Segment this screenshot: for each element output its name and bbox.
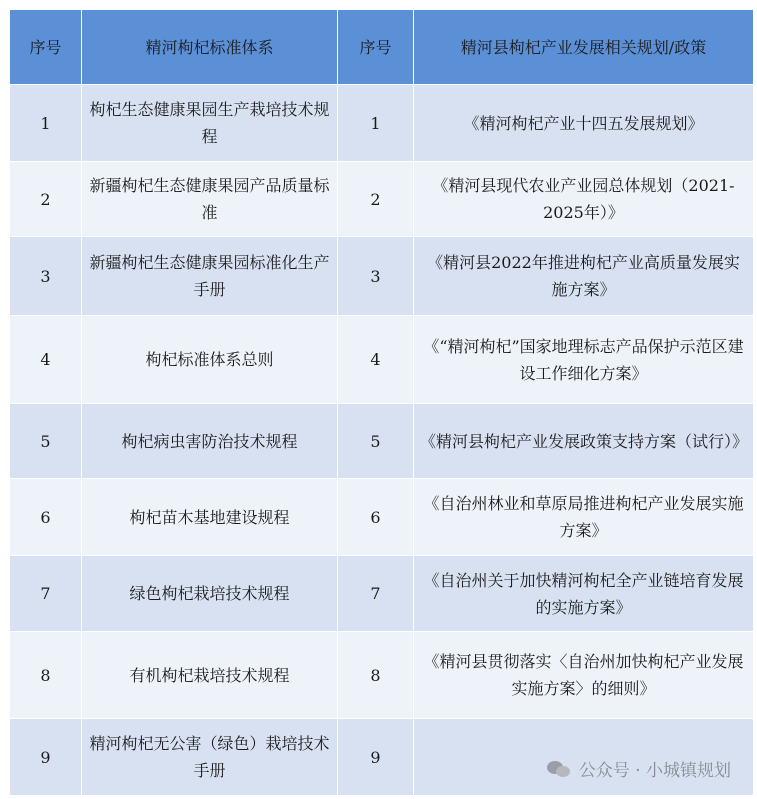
row-seq: 8 [338,632,414,719]
header-seq-1: 序号 [10,10,82,85]
table-row [10,479,754,556]
row-policy: 《自治州关于加快精河枸杞全产业链培育发展的实施方案》 [414,556,754,632]
row-policy: 《精河县枸杞产业发展政策支持方案（试行）》 [414,404,754,479]
header-seq-2: 序号 [338,10,414,85]
watermark [547,756,731,781]
row-standard: 新疆枸杞生态健康果园产品质量标准 [82,162,338,237]
row-seq: 3 [338,237,414,316]
table-row [10,85,754,162]
row-standard: 枸杞生态健康果园生产栽培技术规程 [82,85,338,162]
row-seq: 3 [10,237,82,316]
row-seq: 6 [10,479,82,556]
row-policy: 《精河枸杞产业十四五发展规划》 [414,85,754,162]
table-row [10,162,754,237]
watermark-text: 公众号 · 小城镇规划 [578,761,731,781]
row-seq: 7 [338,556,414,632]
row-policy: 《精河县贯彻落实〈自治州加快枸杞产业发展实施方案〉的细则》 [414,632,754,719]
row-seq: 1 [338,85,414,162]
row-seq: 8 [10,632,82,719]
row-standard: 枸杞病虫害防治技术规程 [82,404,338,479]
row-standard: 绿色枸杞栽培技术规程 [82,556,338,632]
row-standard: 精河枸杞无公害（绿色）栽培技术手册 [82,719,338,796]
table-header-row [10,10,754,85]
row-seq: 9 [338,719,414,796]
row-policy: 《精河县现代农业产业园总体规划（2021-2025年）》 [414,162,754,237]
row-policy: 《自治州林业和草原局推进枸杞产业发展实施方案》 [414,479,754,556]
row-policy: 《“精河枸杞”国家地理标志产品保护示范区建设工作细化方案》 [414,316,754,404]
row-seq: 9 [10,719,82,796]
row-seq: 1 [10,85,82,162]
header-policy: 精河县枸杞产业发展相关规划/政策 [414,10,754,85]
table-row [10,404,754,479]
row-seq: 5 [338,404,414,479]
row-standard: 新疆枸杞生态健康果园标准化生产手册 [82,237,338,316]
table-row [10,632,754,719]
table-row [10,237,754,316]
row-seq: 4 [338,316,414,404]
row-seq: 6 [338,479,414,556]
row-seq: 2 [338,162,414,237]
row-seq: 7 [10,556,82,632]
row-standard: 有机枸杞栽培技术规程 [82,632,338,719]
table-row [10,316,754,404]
header-standard-system: 精河枸杞标准体系 [82,10,338,85]
wechat-icon [547,759,571,779]
standards-policy-table [9,9,754,796]
row-seq: 2 [10,162,82,237]
row-policy: 《精河县2022年推进枸杞产业高质量发展实施方案》 [414,237,754,316]
row-standard: 枸杞苗木基地建设规程 [82,479,338,556]
row-seq: 5 [10,404,82,479]
table-row [10,556,754,632]
row-standard: 枸杞标准体系总则 [82,316,338,404]
row-seq: 4 [10,316,82,404]
